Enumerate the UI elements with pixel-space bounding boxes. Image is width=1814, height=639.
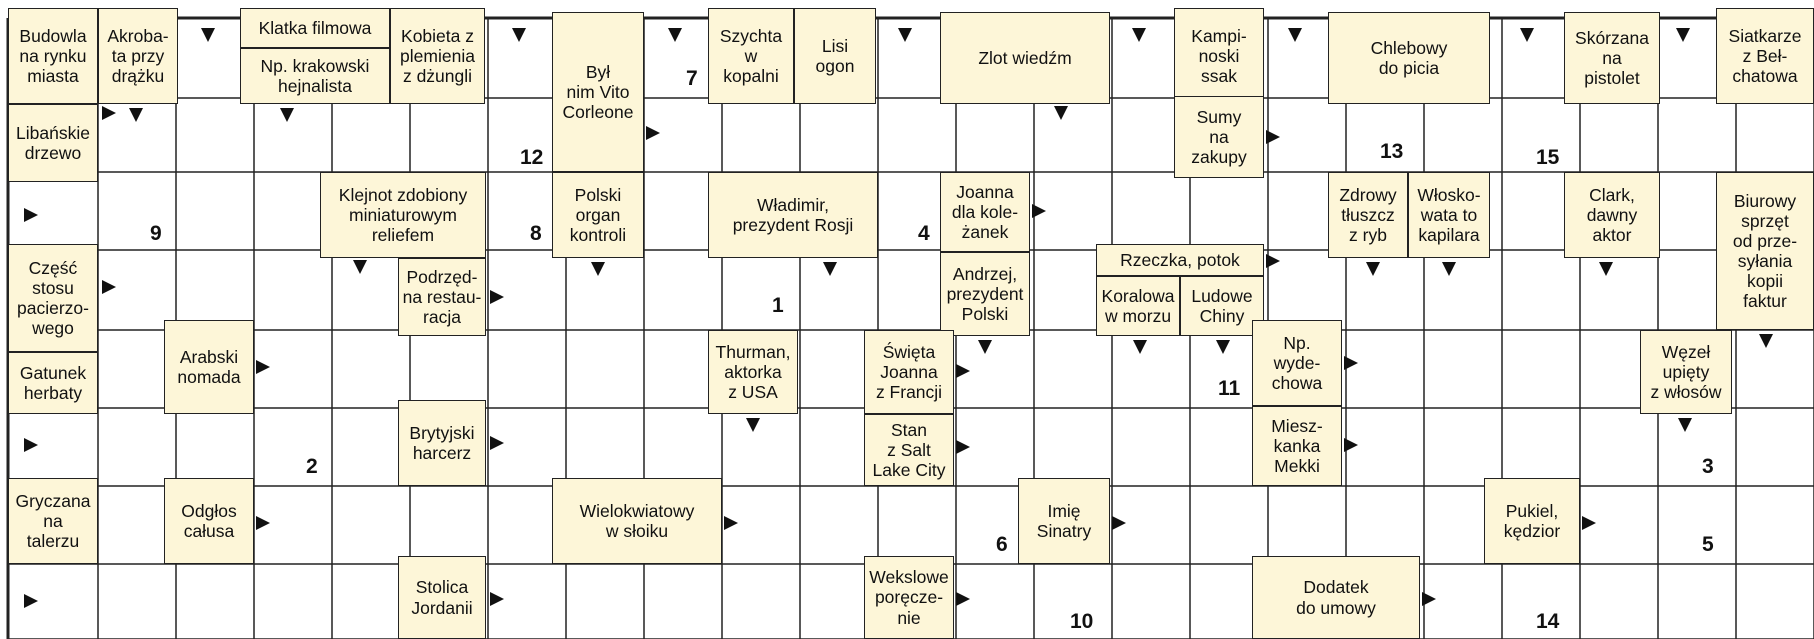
arrow-down-icon [1678, 418, 1692, 432]
clue-text: Siatkarze z Beł- chatowa [1728, 25, 1802, 87]
clue-text: Podrzęd- na restau- racja [402, 266, 482, 328]
arrow-down-icon [591, 262, 605, 276]
arrow-down-icon [1676, 28, 1690, 42]
clue-text: Sumy na zakupy [1191, 106, 1247, 168]
clue-text: Ludowe Chiny [1191, 285, 1253, 326]
clue-text: Budowla na rynku miasta [19, 25, 87, 87]
clue-cell [1716, 172, 1814, 330]
clue-text: Gryczana na talerzu [15, 490, 91, 552]
clue-text: Szychta w kopalni [719, 25, 783, 87]
clue-cell [708, 330, 798, 414]
clue-text: Część stosu pacierzo- wego [17, 257, 89, 339]
arrow-right-icon [24, 438, 38, 452]
arrow-right-icon [1266, 130, 1280, 144]
clue-text: Odgłos całusa [181, 500, 237, 541]
arrow-down-icon [1366, 262, 1380, 276]
clue-text: Klejnot zdobiony miniaturowym reliefem [338, 184, 468, 246]
arrow-down-icon [668, 28, 682, 42]
clue-cell [398, 258, 486, 336]
clue-text: Andrzej, prezydent Polski [946, 263, 1024, 325]
arrow-right-icon [724, 516, 738, 530]
arrow-down-icon [746, 418, 760, 432]
clue-cell [8, 104, 98, 182]
clue-cell [1096, 244, 1264, 276]
arrow-down-icon [823, 262, 837, 276]
arrow-down-icon [512, 28, 526, 42]
clue-cell [794, 8, 876, 104]
arrow-right-icon [1266, 254, 1280, 268]
clue-cell [8, 352, 98, 414]
clue-text: Libańskie drzewo [16, 122, 90, 163]
solution-number: 15 [1536, 146, 1560, 169]
clue-cell [864, 414, 954, 486]
solution-number: 4 [918, 222, 930, 245]
clue-cell [1564, 12, 1660, 104]
clue-cell [1640, 330, 1732, 414]
clue-cell [8, 244, 98, 352]
clue-text: Kampi- noski ssak [1191, 25, 1247, 87]
arrow-right-icon [490, 592, 504, 606]
arrow-down-icon [201, 28, 215, 42]
clue-cell [1252, 556, 1420, 639]
clue-text: Klatka filmowa [258, 17, 372, 38]
arrow-down-icon [1442, 262, 1456, 276]
clue-cell [1174, 8, 1264, 104]
clue-cell [240, 48, 390, 104]
arrow-right-icon [24, 594, 38, 608]
arrow-right-icon [1422, 592, 1436, 606]
arrow-right-icon [1112, 516, 1126, 530]
clue-text: Chlebowy do picia [1370, 37, 1448, 78]
clue-text: Imię Sinatry [1036, 500, 1092, 541]
arrow-down-icon [978, 340, 992, 354]
arrow-down-icon [1132, 28, 1146, 42]
arrow-down-icon [1288, 28, 1302, 42]
arrow-down-icon [353, 260, 367, 274]
solution-number: 6 [996, 533, 1008, 556]
solution-number: 8 [530, 222, 542, 245]
clue-cell [8, 8, 98, 104]
clue-text: Zdrowy tłuszcz z ryb [1339, 184, 1397, 246]
clue-text: Brytyjski harcerz [409, 422, 475, 463]
clue-cell [8, 478, 98, 564]
clue-cell [1174, 96, 1264, 178]
arrow-down-icon [1759, 334, 1773, 348]
clue-text: Lisi ogon [815, 35, 855, 76]
clue-text: Był nim Vito Corleone [562, 61, 634, 123]
clue-text: Stan z Salt Lake City [872, 419, 946, 481]
clue-cell [864, 330, 954, 414]
arrow-down-icon [898, 28, 912, 42]
arrow-right-icon [24, 208, 38, 222]
arrow-right-icon [1344, 438, 1358, 452]
clue-cell [708, 8, 794, 104]
solution-number: 7 [686, 67, 698, 90]
clue-cell [398, 556, 486, 639]
clue-text: Węzeł upięty z włosów [1650, 341, 1722, 403]
clue-cell [940, 252, 1030, 336]
solution-number: 14 [1536, 610, 1560, 633]
arrow-right-icon [490, 290, 504, 304]
clue-cell [1018, 478, 1110, 564]
arrow-right-icon [256, 360, 270, 374]
clue-text: Włosko- wata to kapilara [1417, 184, 1481, 246]
clue-text: Rzeczka, potok [1120, 249, 1240, 270]
clue-text: Kobieta z plemienia z dżungli [400, 25, 475, 87]
solution-number: 9 [150, 222, 162, 245]
clue-cell [940, 12, 1110, 104]
clue-text: Miesz- kanka Mekki [1271, 415, 1323, 477]
solution-number: 10 [1070, 610, 1094, 633]
arrow-right-icon [646, 126, 660, 140]
clue-text: Np. krakowski hejnalista [260, 55, 370, 96]
arrow-down-icon [1133, 340, 1147, 354]
clue-cell [552, 12, 644, 172]
clue-cell [1096, 276, 1180, 336]
arrow-right-icon [1032, 204, 1046, 218]
solution-number: 13 [1380, 140, 1404, 163]
solution-number: 2 [306, 455, 318, 478]
solution-number: 12 [520, 146, 544, 169]
clue-cell [240, 8, 390, 48]
clue-cell [164, 478, 254, 564]
clue-cell [708, 172, 878, 258]
clue-text: Gatunek herbaty [19, 362, 87, 403]
arrow-right-icon [490, 436, 504, 450]
arrow-down-icon [1216, 340, 1230, 354]
arrow-down-icon [1054, 106, 1068, 120]
clue-text: Thurman, aktorka z USA [715, 341, 791, 403]
clue-cell [552, 478, 722, 564]
clue-text: Stolica Jordanii [411, 577, 473, 618]
arrow-down-icon [129, 108, 143, 122]
solution-number: 3 [1702, 455, 1714, 478]
clue-text: Święta Joanna z Francji [875, 341, 943, 403]
clue-text: Arabski nomada [177, 346, 241, 387]
arrow-right-icon [256, 516, 270, 530]
clue-text: Pukiel, kędzior [1503, 500, 1561, 541]
arrow-right-icon [102, 106, 116, 120]
clue-cell [320, 172, 486, 258]
arrow-down-icon [1520, 28, 1534, 42]
clue-cell [1564, 172, 1660, 258]
clue-text: Wielokwiatowy w słoiku [579, 500, 695, 541]
arrow-right-icon [956, 440, 970, 454]
clue-cell [552, 172, 644, 258]
clue-text: Zlot wiedźm [978, 47, 1072, 68]
solution-number: 11 [1218, 377, 1241, 400]
clue-cell [1328, 172, 1408, 258]
clue-cell [1716, 8, 1814, 104]
clue-cell [1408, 172, 1490, 258]
clue-cell [390, 8, 485, 104]
solution-number: 5 [1702, 533, 1714, 556]
clue-cell [98, 8, 178, 104]
solution-number: 1 [772, 294, 784, 317]
clue-cell [1252, 406, 1342, 486]
clue-cell [164, 320, 254, 414]
arrow-right-icon [102, 280, 116, 294]
clue-text: Wekslowe poręcze- nie [869, 567, 949, 628]
clue-text: Polski organ kontroli [569, 184, 627, 246]
clue-text: Biurowy sprzęt od prze- syłania kopii faktur [1732, 190, 1798, 312]
clue-cell [864, 556, 954, 639]
clue-text: Np. wyde- chowa [1271, 332, 1323, 394]
clue-text: Joanna dla kole- żanek [951, 181, 1019, 243]
clue-cell [940, 172, 1030, 252]
clue-text: Skórzana na pistolet [1575, 27, 1649, 89]
arrow-right-icon [1344, 356, 1358, 370]
clue-text: Clark, dawny aktor [1586, 184, 1638, 246]
arrow-right-icon [1582, 516, 1596, 530]
clue-cell [1484, 478, 1580, 564]
clue-text: Akroba- ta przy drążku [107, 25, 169, 87]
clue-text: Dodatek do umowy [1296, 577, 1376, 618]
clue-text: Władimir, prezydent Rosji [732, 194, 854, 235]
clue-cell [1252, 320, 1342, 406]
arrow-down-icon [1599, 262, 1613, 276]
clue-text: Koralowa w morzu [1101, 285, 1175, 326]
arrow-down-icon [280, 108, 294, 122]
clue-cell [398, 400, 486, 486]
clue-cell [1328, 12, 1490, 104]
arrow-right-icon [956, 592, 970, 606]
arrow-right-icon [956, 364, 970, 378]
